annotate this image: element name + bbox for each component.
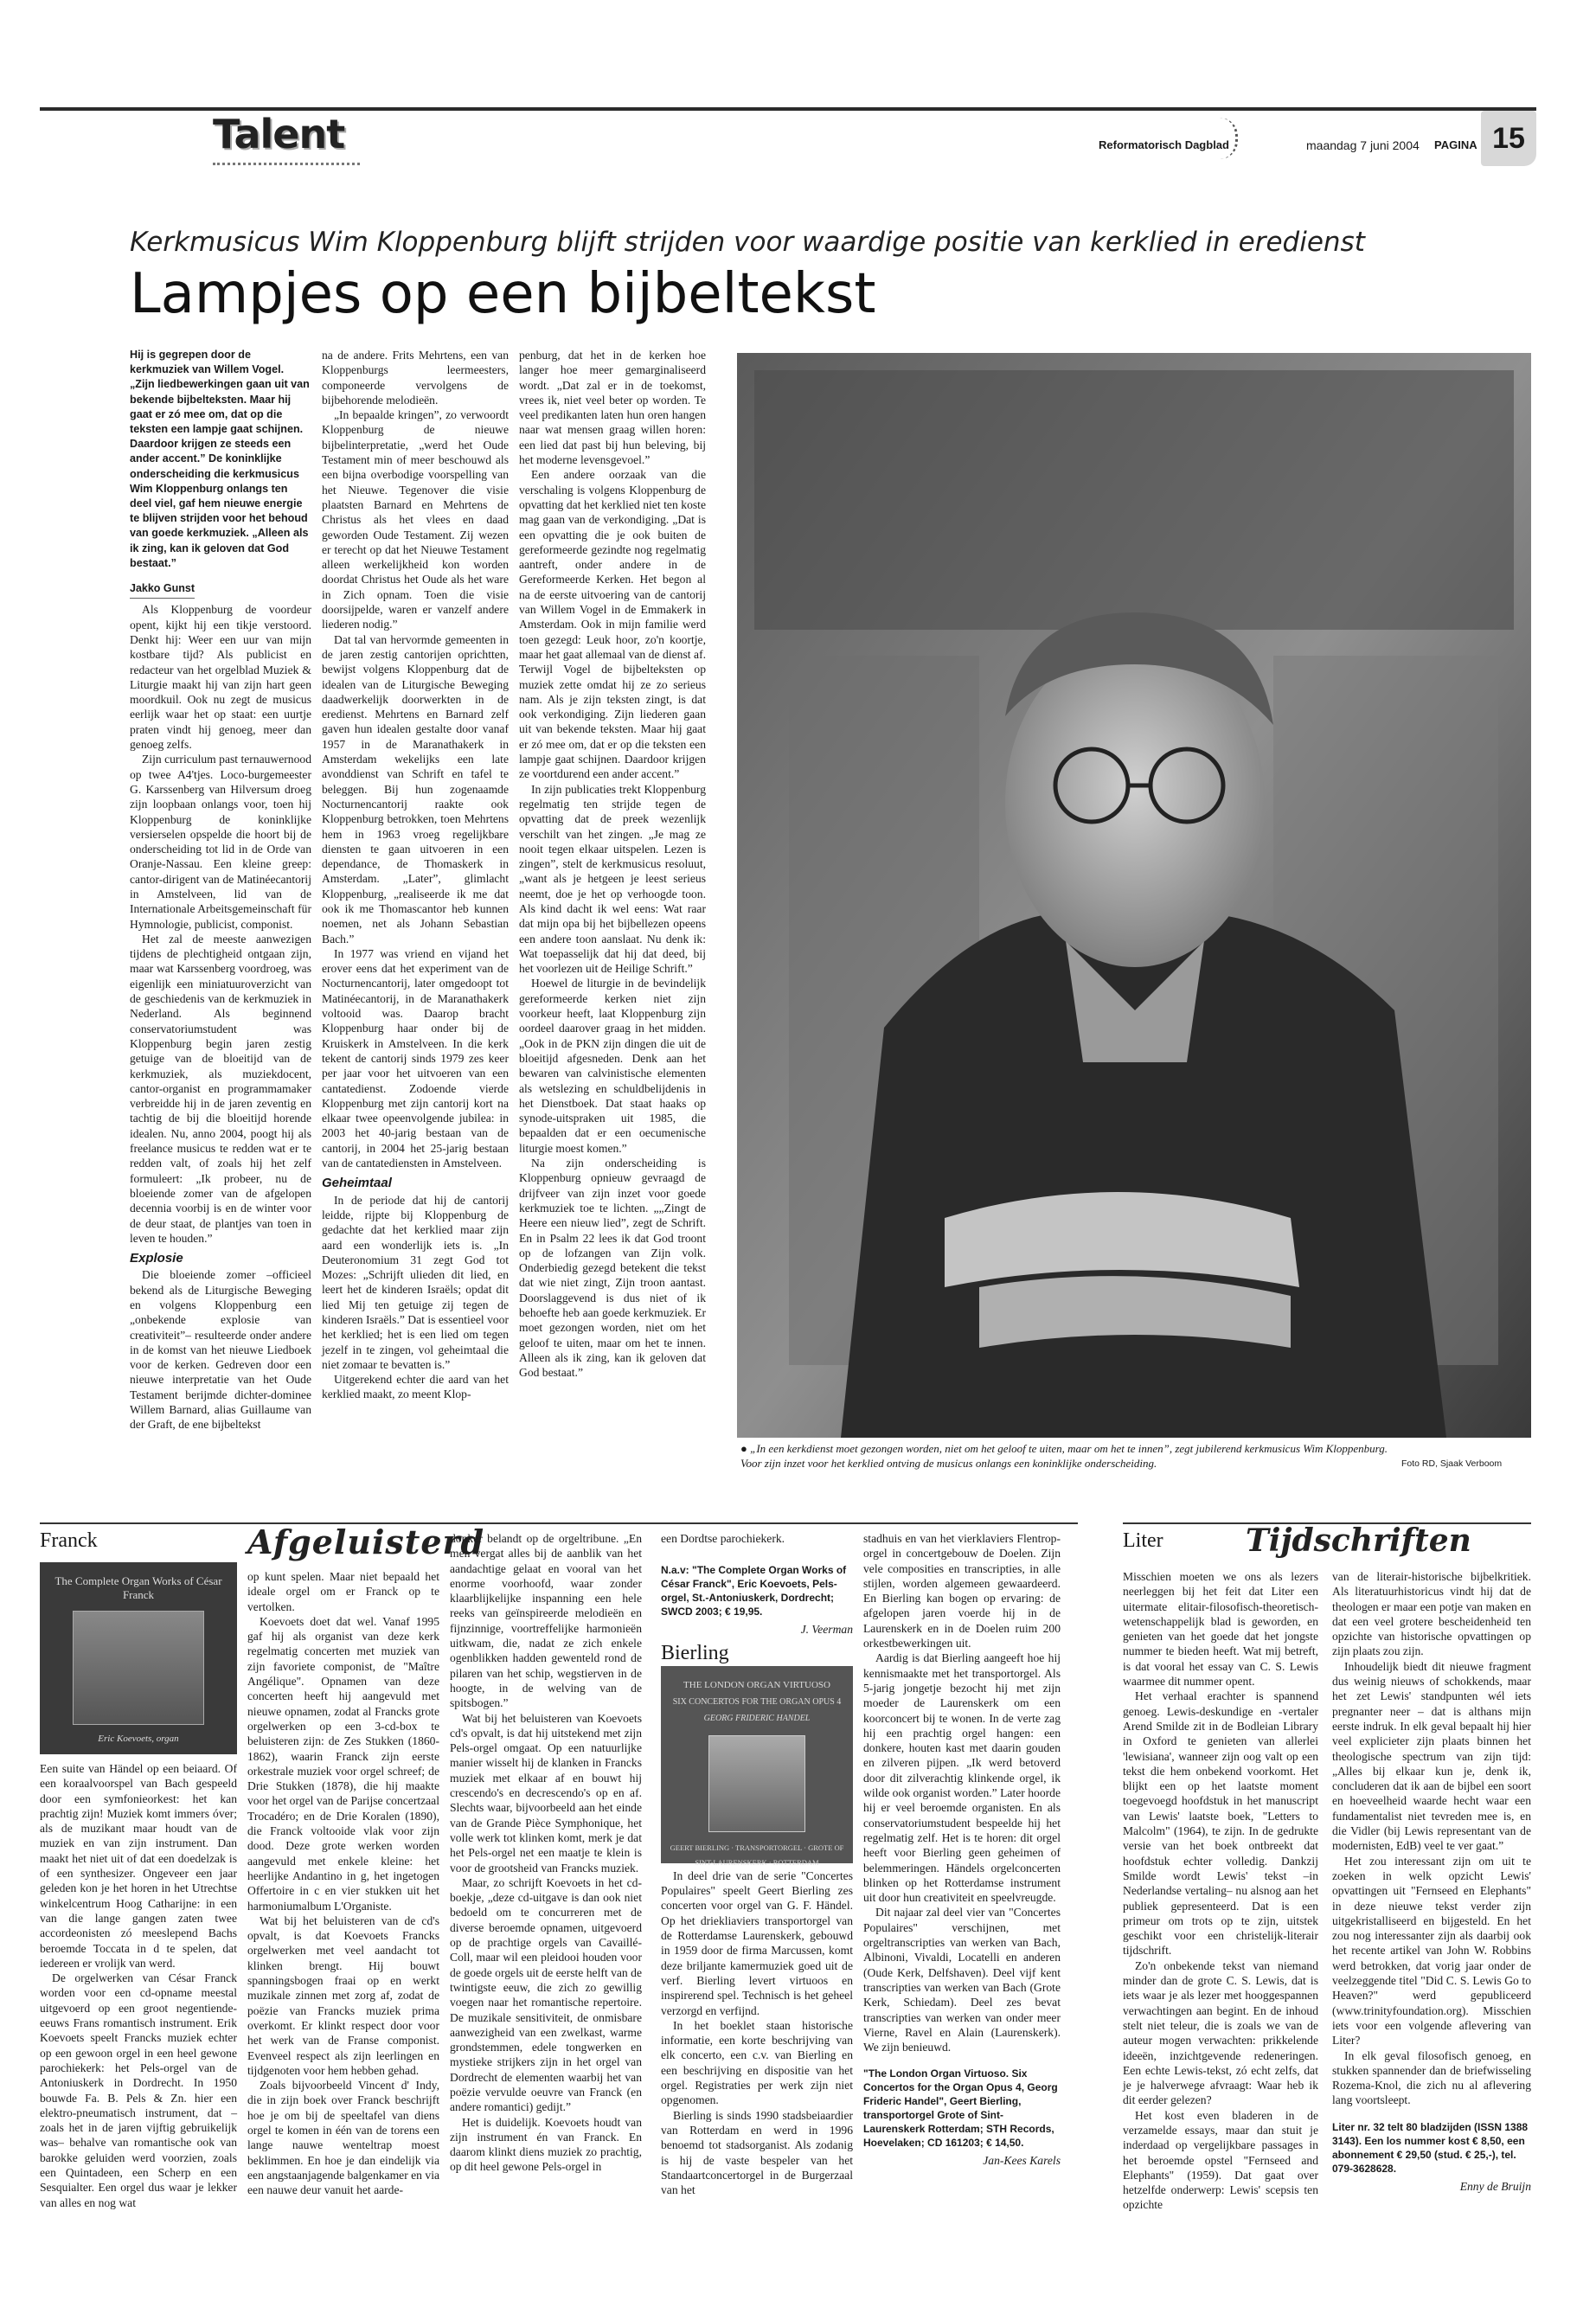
section-label: Talent xyxy=(213,111,345,157)
liter-nav: Liter nr. 32 telt 80 bladzijden (ISSN 1388 3143). Een los nummer kost € 8,50, een abonnement € 29,50 (stud. € 25,-), tel. 079-3628628. xyxy=(1332,2120,1529,2175)
bierling-cd-cover xyxy=(661,1666,853,1868)
paragraph: Zo'n onbekende tekst van niemand minder dan de grote C. S. Lewis, dat is iets waar je als lezer met hooggespannen verwachtingen aan begint. En de inhoud stelt niet teleur, die is zoals we van de auteur mogen verwachten: prikkelende ideeën, inzichtgevende redeneringen. Een echte Lewis-tekst, zó echt zelfs, dat je je halverwege afvraagt: Waar heb ik dit eerder gelezen? xyxy=(1123,1958,1318,2107)
bierling-signature: Jan-Kees Karels xyxy=(983,2154,1061,2168)
paragraph: Misschien moeten we ons als lezers neerleggen bij het feit dat Liter een uitermate elitair-filosofisch-theoretisch-wetenschappelijk blad is geworden, en genieten van het goede dat het jongste nummer te bieden heeft. Wat mij betreft, is dat vooral het essay van C. S. Lewis waarmee dit nummer opent. xyxy=(1123,1570,1318,1689)
photo-caption: ● „In een kerkdienst moet gezongen worden, niet om het geloof te uiten, maar om het te innen”, zegt jubilerend kerkmusicus Wim Kloppenburg. Voor zijn inzet voor het kerklied ontving de musicus onlangs een koninklijke onderscheiding. xyxy=(740,1442,1388,1470)
paragraph: Het verhaal erachter is spannend genoeg. Lewis-deskundige en -vertaler Arend Smilde zit in de Bodleian Library in Oxford te genieten van allerlei 'lewisiana', wanneer zijn oog valt op een tekst die hem onbekend voorkomt. Het blijkt een op het laatste moment toegevoegd hoofdstuk in het manuscript van Lewis' laatste boek, "Letters to Malcolm" (1964), te zijn. In de gedrukte versie van het boek ontbreekt dat hoofdstuk echter volledig. Dankzij Smilde wordt Lewis' tekst –in Nederlandse vertaling– nu alsnog aan het publiek gepresenteerd. Dat is een primeur om trots op te zijn, uitstek geschikt voor een christelijk-literair tijdschrift. xyxy=(1123,1689,1318,1958)
paragraph: In elk geval filosofisch genoeg, en stukken spannender dan de briefwisseling Rozema-Knol, die zich nu al aflevering lang voortsleept. xyxy=(1332,2048,1531,2107)
paragraph: donker belandt op de orgeltribune. „En men vergat alles bij de aanblik van het aandachtige gelaat en vooral van het enorme voorhoofd, waar zonder klaarblijkelijke inspanning een hele reeks van geïnspireerde melodieën en fijnzinnige, voortreffelijke harmonieën uitkwam, die, nadat ze zich enkele ogenblikken hadden gewenteld rond de pilaren van het schip, wegstierven in de hoogte, in de welving van de spitsbogen.” xyxy=(450,1532,642,1710)
lead-paragraph: Hij is gegrepen door de kerkmuziek van Willem Vogel. „Zijn liedbewerkingen gaan uit van bekende bijbelteksten. Maar hij gaat er zó mee om, dat op die teksten een lampje gaat schijnen. Daardoor krijgen ze steeds een ander accent.” De koninklijke onderscheiding die kerkmusicus Wim Kloppenburg onlangs ten deel viel, gaf hem nieuwe energie te blijven strijden voor het behoud van goede kerkmuziek. „Alleen als ik zing, kan ik geloven dat God bestaat.” xyxy=(130,349,310,569)
pagina-label: PAGINA xyxy=(1434,138,1477,151)
paragraph: Koevoets doet dat wel. Vanaf 1995 gaf hij als organist van deze kerk regelmatig concerten met muziek van zijn favoriete componist, de "Maître Angélique". Opnamen van deze concerten heeft hij aangevuld met nieuwe opnamen, zodat al Francks grote orgelwerken op een 3-cd-box te beluisteren zijn: de Zes Stukken (1860-1862), waarin Franck zijn eerste orkestrale muziek voor orgel schreef; de Drie Stukken (1878), die hij maakte voor het orgel van de Parijse concertzaal Trocadéro; en de Drie Koralen (1890), die Franck voltooide vlak voor zijn dood. Deze grote werken worden aangevuld met enkele kleine: het heerlijke Andantino in g, het ingetogen Offertoire in c en vier stukken uit het harmoniumalbum L'Organiste. xyxy=(247,1614,439,1913)
liter-signature: Enny de Bruijn xyxy=(1459,2179,1531,2193)
liter-column-1 xyxy=(1123,1569,1318,2213)
cover-church-image xyxy=(73,1611,204,1725)
franck-column-1 xyxy=(40,1761,237,2210)
paragraph: In de periode dat hij de cantorij leidde, rijpte bij Kloppenburg de gedachte dat het kerklied maar zijn aard een wonderlijk iets is. „In Deuteronomium 31 zegt God tot Mozes: „Schrijft ulieden dit lied, en leert het de kinderen Israëls; opdat dit lied Mij ten getuige zij tegen de kinderen Israëls.” Dat is essentieel voor het kerklied; het is een lied om tegen jezelf in te zingen, vol geheimtaal die niet zomaar te bevatten is.” xyxy=(322,1193,509,1371)
cover-organ-image xyxy=(708,1735,805,1832)
issue-date: maandag 7 juni 2004 xyxy=(1306,138,1420,152)
paragraph: „In bepaalde kringen”, zo verwoordt Kloppenburg de nieuwe bijbelinterpretatie, „werd het Oude Testament min of meer beschouwd als een bijna overbodige voorspelling van het Nieuwe. Tegenover die visie plaatsten Barnard en Mehrtens de Christus als het vlees en daad geworden Oude Testament. Zij wezen er terecht op dat het Nieuwe Testament alleen werkelijkheid kon worden doordat Christus het Oude als het ware in Zich opnam. Toen die visie doorsijpelde, waren er vanzelf andere liederen nodig.” xyxy=(322,408,509,631)
page-number: 15 xyxy=(1481,111,1536,166)
cover-foot: Eric Koevoets, organ xyxy=(98,1734,179,1744)
lower-rule-left xyxy=(40,1522,1078,1524)
paragraph: Wat bij het beluisteren van Koevoets cd's opvalt, is dat hij uitstekend met zijn Pels-orgel omgaat. Op een natuurlijke manier wisselt hij de klanken in Francks muziek met elkaar af en bouwt hij crescendo's en decrescendo's op en af. Slechts waar, bijvoorbeeld aan het einde van de Grande Pièce Symphonique, het volle werk tot klinken komt, merk je dat het Pels-orgel net een maatje te klein is voor de grootsheid van Francks muziek. xyxy=(450,1711,642,1875)
paragraph: In zijn publicaties trekt Kloppenburg regelmatig ten strijde tegen de opvatting dat de preek wezenlijk verschilt van het zingen. „Je mag ze nooit tegen elkaar uitspelen. Lezen is zingen”, stelt de kerkmusicus resoluut, „want als je hetgeen je leest serieus neemt, doe je het op verhoogde toon. Als kind dacht ik wel eens: Wat raar dat mijn opa bij het bijbellezen opeens een andere toon aanslaat. Nu denk ik: Wat toepasselijk dat hij dat deed, bij het voorlezen uit de Heilige Schrift.” xyxy=(519,782,706,976)
article-column-2 xyxy=(322,348,509,1402)
tijdschriften-label: Tijdschriften xyxy=(1246,1522,1471,1559)
paragraph: Het kost even bladeren in de verzamelde essays, maar dan stuit je inderdaad op vergelijkbare passages in het beroemde opstel "Fernseed and Elephants" (1959). Dat gaat over hetzelfde onderwerp: Lewis' scepsis ten opzichte xyxy=(1123,2108,1318,2212)
paragraph: Na zijn onderscheiding is Kloppenburg opnieuw gevraagd de drijfveer van zijn inzet voor goede kerkmuziek toe te lichten. „„Zingt de Heere een nieuw lied”, zegt de Schrift. En in Psalm 22 lees ik dat God troont op de lofzangen van Zijn volk. Onderbiedig gezegd betekent die tekst dat wie niet zingt, Zijn troon aantast. Doorslaggevend is dus niet of ik behoefte heb aan goede kerkmuziek. Er moet gezongen worden, niet om het geloof te uiten, maar om het te innen. Alleen als ik zing, kan ik geloven dat God bestaat.” xyxy=(519,1157,706,1380)
liter-title: Liter xyxy=(1123,1529,1163,1552)
paragraph: Bierling is sinds 1990 stadsbeiaardier van Rotterdam en werd in 1996 benoemd tot stadsorganist. Als zodanig is hij de vaste bespeler van het Standaartconcertorgel in de Burgerzaal van het xyxy=(661,2108,853,2197)
subhead-geheimtaal: Geheimtaal xyxy=(322,1176,392,1191)
paragraph: Het zou interessant zijn om uit te zoeken in welk opzicht Lewis' opvattingen uit "Fernseed en Elephants" in deze nieuwe tekst verder zijn uitgekristalliseerd en bijgesteld. En het zou nog interessanter zijn als daarbij ook het recente artikel van John W. Robbins werd betrokken, dat vorig jaar onder de veelzeggende titel "Did C. S. Lewis Go to Heaven?" werd gepubliceerd (www.trinityfoundation.org). Misschien iets voor een volgende aflevering van Liter? xyxy=(1332,1854,1531,2048)
paragraph: Maar, zo schrijft Koevoets in het cd-boekje, „deze cd-uitgave is dan ook niet bedoeld om te concurreren met de diverse beroemde opnamen, uitgevoerd op de prachtige orgels van Cavaillé-Coll, maar wil een pleidooi houden voor de goede orgels uit de eerste helft van de twintigste eeuw, die zich zo gewillig voegen naar het romantische repertoire. De muzikale sensitiviteit, de onmisbare aanwezigheid van een zwelkast, warme grondstemmen, edele tongwerken en mystieke strijkers zijn in het orgel van Dordrecht de elementen waarbij het van poëzie vervulde oeuvre van Franck (en andere romantici) gedijt.” xyxy=(450,1875,642,2114)
paragraph: Een andere oorzaak van die verschaling is volgens Kloppenburg de opvatting dat het kerklied niet ten koste mag gaan van de verkondiging. „Dat is een opvatting die je ook buiten de gereformeerde gezindte nog regelmatig aantreft, onder andere in de Gereformeerde Kerken. Het begon al na de eerste uitvoering van de cantorij van Willem Vogel in de Emmakerk in Amsterdam. Ook in mijn familie werd toen gezegd: Leuk hoor, zo'n koortje, maar het gaat allemaal van de dienst af. Terwijl Vogel de bijbelteksten op muziek zette omdat hij ze zo serieus nam. Als je zijn teksten zingt, is dat ook verkondiging. Zijn liederen gaan uit van bekende teksten. Maar hij gaat er zó mee om, dat er op die teksten een lampje gaat schijnen. Daardoor krijgen ze voortdurend een ander accent.” xyxy=(519,468,706,781)
cover-line-2: SIX CONCERTOS FOR THE ORGAN OPUS 4 xyxy=(672,1697,842,1708)
portrait-photo xyxy=(737,353,1531,1438)
franck-column-2 xyxy=(247,1569,439,2197)
franck-nav: N.a.v: "The Complete Organ Works of César Franck", Eric Koevoets, Pels-orgel, St.-Antoniuskerk, Dordrecht; SWCD 2003; € 19,95. xyxy=(661,1564,847,1618)
paragraph: Wat bij het beluisteren van de cd's opvalt, is dat Koevoets Francks orgelwerken met veel aandacht tot klinken brengt. Hij bouwt spanningsbogen fraai op en werkt muzikale zinnen met zorg af, zodat de poëzie van Francks muziek prima overkomt. Er klinkt respect door voor het werk van de Franse componist. Evenveel respect als zijn leerlingen en tijdgenoten voor hem hebben gehad. xyxy=(247,1913,439,2077)
paragraph: Hoewel de liturgie in de bevindelijk gereformeerde kerken niet zijn voorkeur heeft, laat Kloppenburg zijn oordeel daarover graag in het midden. „Ook in de PKN zijn dingen die uit de bloeitijd afgesneden. Denk aan het bewaren van calvinistische elementen als wetslezing en schuldbelijdenis in het Dienstboek. Dat staat haaks op synode-uitspraken uit 1985, die bepaalden dat er een oecumenische liturgie moest komen.” xyxy=(519,977,706,1155)
paragraph: stadhuis en van het vierklaviers Flentrop-orgel in concertgebouw de Doelen. Zijn vele composities en transcripties, in alle stijlen, worden algemeen gewaardeerd. En Bierling kan bogen op ervaring: de afgelopen jaren voerde hij in de Laurenskerk en in de Doelen ruim 200 orkestbewerkingen uit. xyxy=(863,1532,1061,1650)
paragraph: een Dordtse parochiekerk. xyxy=(661,1532,785,1545)
bierling-nav: "The London Organ Virtuoso. Six Concertos for the Organ Opus 4, Georg Frideric Handel", Geert Bierling, transportorgel Grote of Sint-Laurenskerk Rotterdam; STH Records, Hoevelaken; CD 161203; € 14,50. xyxy=(863,2067,1058,2150)
paragraph: In deel drie van de serie "Concertes Populaires" speelt Geert Bierling zes concerten voor orgel van G. F. Händel. Op het driekliaviers transportorgel van de Rotterdamse Laurenskerk, gebouwd in 1959 door de firma Marcussen, komt deze briljante kamermuziek goed uit de verf. Bierling levert virtuoos en inspirerend spel. Technisch is het geheel verzorgd en verfijnd. xyxy=(661,1868,853,2017)
subhead-explosie: Explosie xyxy=(130,1251,183,1266)
paragraph: Inhoudelijk biedt dit nieuwe fragment dus weinig nieuws of schokkends, maar het zet Lewis' standpunten wél iets pregnanter neer – dat is althans mijn eerste indruk. In elk geval bepaalt hij hier veel explicieter zijn plaats binnen het theologische spectrum van zijn tijd: „Alles bij elkaar kun je, denk ik, concluderen dat ik aan de bijbel een soort en hoeveelheid waarde hecht waar een fundamentalist niet tevreden mee is, en die Vidler (bij Lewis representant van de modernisten, EdB) veel te ver gaat.” xyxy=(1332,1659,1531,1853)
paragraph: Zijn curriculum past ternauwernood op twee A4'tjes. Loco-burgemeester G. Karssenberg van Hilversum droeg zijn loopbaan onlangs voor, toen hij Kloppenburg de koninklijke versierselen opspelde die hoort bij de onderscheiding tot lid in de Orde van Oranje-Nassau. Een kleine greep: cantor-dirigent van de Matinéecantorij in Amstelveen, lid van de Internationale Arbeitsgemeinschaft für Hymnologie, publicist, componist. xyxy=(130,753,311,931)
paragraph: Een suite van Händel op een beiaard. Of een koraalvoorspel van Bach gespeeld door een symfonieorkest: het kan prachtig zijn! Muziek komt immers óver; als de muzikant maar houdt van de muziek en van zijn instrument. Dan maakt het niet uit of dat een doedelzak is of een synthesizer. Ongeveer een jaar geleden kon je het horen in het Utrechtse winkelcentrum Hoog Catharijne: in een van die lange gangen zaten twee accordeonisten zó meeslepend Bachs beroemde Toccata in d te spelen, dat iedereen er vrolijk van werd. xyxy=(40,1762,237,1970)
franck-title: Franck xyxy=(40,1529,98,1552)
cover-line-3: GEORG FRIDERIC HANDEL xyxy=(703,1714,811,1724)
bierling-column-2 xyxy=(863,1531,1061,2169)
section-label-dots xyxy=(213,163,360,170)
paragraph: na de andere. Frits Mehrtens, een van Kloppenburgs leermeesters, componeerde vervolgens de bijbehorende melodieën. xyxy=(322,349,509,407)
paragraph: In het boeklet staan historische informatie, een korte beschrijving van elk concerto, een c.v. van Bierling en een beschrijving en dispositie van het orgel. Registraties per werk zijn niet opgenomen. xyxy=(661,2018,853,2107)
bierling-title: Bierling xyxy=(661,1641,729,1664)
cover-line-1: THE LONDON ORGAN VIRTUOSO xyxy=(683,1679,830,1690)
paragraph: Die bloeiende zomer –officieel bekend als de Liturgische Beweging en volgens Kloppenburg een „onbekende explosie van creativiteit”– resulteerde onder andere in de komst van het nieuwe Liedboek voor de kerken. Gedreven door een nieuwe interpretatie van het Oude Testament berijmde dichter-dominee Willem Barnard, alias Guillaume van der Graft, de ene bijbeltekst xyxy=(130,1268,311,1432)
franck-cd-cover xyxy=(40,1562,237,1754)
author: Jakko Gunst xyxy=(130,581,195,599)
headline: Lampjes op een bijbeltekst xyxy=(130,262,876,326)
photo-credit: Foto RD, Sjaak Verboom xyxy=(1401,1458,1503,1469)
liter-column-2 xyxy=(1332,1569,1531,2194)
franck-column-3 xyxy=(450,1531,642,2175)
paragraph: Het is duidelijk. Koevoets houdt van zijn instrument én van Franck. En daarom klinkt diens muziek zo prachtig, op dit heel gewone Pels-orgel in xyxy=(450,2115,642,2174)
kicker: Kerkmusicus Wim Kloppenburg blijft strijden voor waardige positie van kerklied in eredienst xyxy=(130,227,1365,258)
cover-foot: GEERT BIERLING · TRANSPORTORGEL · GROTE OF SINT-LAURENSKERK · ROTTERDAM xyxy=(670,1843,844,1868)
paragraph: Dit najaar zal deel vier van "Concertes Populaires" verschijnen, met orgeltranscripties van werken van Bach, Albinoni, Vivaldi, Locatelli en anderen (Oude Kerk, Delfshaven). Deel vijf kent transcripties van werken van Bach (Grote Kerk, Schiedam). Deel zes bevat transcripties van werken van onder meer Vierne, Ravel en Alain (Laurenskerk). We zijn benieuwd. xyxy=(863,1906,1061,2054)
portrait-photo-illustration xyxy=(737,353,1531,1438)
franck-column-4 xyxy=(661,1531,853,2197)
paper-name: Reformatorisch Dagblad xyxy=(1099,138,1229,151)
paragraph: op kunt spelen. Maar niet bepaald het ideale orgel om er Franck op te vertolken. xyxy=(247,1570,439,1613)
article-column-3 xyxy=(519,348,706,1380)
paragraph: penburg, dat het in de kerken hoe langer hoe meer gemarginaliseerd wordt. „Dat zal er in de toekomst, vrees ik, niet veel beter op worden. Te veel predikanten laten hun oren hangen naar wat mensen graag willen horen: een lied dat past bij hun beleving, bij het moderne levensgevoel.” xyxy=(519,349,706,467)
article-column-1 xyxy=(130,348,311,1433)
paragraph: In 1977 was vriend en vijand het erover eens dat het experiment van de Nocturnencantorij, later omgedoopt tot Matinéecantorij, in de Maranathakerk voltooid was. Daarop bracht Kloppenburg haar onder bij de Kruiskerk in Amstelveen. In die kerk tekent de cantorij sinds 1979 zes keer per jaar voor het uitvoeren van een cantatedienst. Zodoende vierde Kloppenburg met zijn cantorij kort na elkaar twee opeenvolgende jubilea: in 2003 het 40-jarig bestaan van de cantorij, in 2004 het 25-jarig bestaan van de cantatediensten in Amstelveen. xyxy=(322,946,509,1170)
paragraph: Zoals bijvoorbeeld Vincent d' Indy, die in zijn boek over Franck beschrijft hoe je om bij de speeltafel van diens orgel te komen in één van de torens een lange nauwe wenteltrap moest beklimmen. En hoe je dan eindelijk via een angstaanjagende balgenkamer en via een nauwe deur vanuit het aarde- xyxy=(247,2079,439,2197)
paragraph: Het zal de meeste aanwezigen tijdens de plechtigheid ontgaan zijn, maar wat Karssenberg voordroeg, was eigenlijk een miniatuuroverzicht van de geschiedenis van de kerkmuziek in Nederland. Als beginnend conservatoriumstudent was Kloppenburg begin jaren zestig getuige van de bloeitijd van de kerkmuziek, als muziekdocent, cantor-organist en programmamaker verbreidde hij in de jaren zeventig en tachtig de bij die bloeitijd horende idealen. Nu, anno 2004, poogt hij als freelance musicus te redden wat er te redden valt, of zoals hij het zelf formuleert: „Ik probeer, nu de bloeiende zomer van de afgelopen decennia voorbij is en de winter voor de deur staat, de plantjes van toen in leven te houden.” xyxy=(130,932,311,1245)
paragraph: Als Kloppenburg de voordeur opent, kijkt hij een tikje verstoord. Denkt hij: Weer een uur van mijn kostbare tijd? Als publicist en redacteur van het orgelblad Muziek & Liturgie maakt hij van zijn hart geen moordkuil. Ook nu zegt de musicus eerlijk waar het op staat: een uurtje praten vindt hij genoeg, meer dan genoeg zelfs. xyxy=(130,603,311,752)
franck-signature: J. Veerman xyxy=(800,1623,853,1637)
paragraph: Aardig is dat Bierling aangeeft hoe hij kennismaakte met het transportorgel. Als 5-jarig jongetje bezocht hij met zijn moeder de Laurenskerk om een koorconcert bij te wonen. In de verte zag hij een prachtig orgel hangen: een donkere, houten kast met daarin gouden en zilveren pijpen. „Ik werd betoverd door dit zilverachtig klinkende orgel, ik wilde ook organist worden.” Later hoorde hij er veel beroemde organisten. En als conservatoriumstudent bespeelde hij het regelmatig zelf. Het is te horen: dit orgel heeft voor Bierling geen geheimen of belemmeringen. Händels orgelconcerten blinken op het Rotterdamse instrument uit door hun creativiteit en speelvreugde. xyxy=(863,1651,1061,1905)
paragraph: De orgelwerken van César Franck worden voor een cd-opname meestal uitgevoerd op een groot negentiende-eeuws Frans romantisch instrument. Erik Koevoets speelt Francks muziek echter op een gewoon orgel in een heel gewone parochiekerk: het Pels-orgel van de Antoniuskerk in Dordrecht. In 1950 bouwde Fa. B. Pels & Zn. hier een elektro-pneumatisch instrument, dat –zoals het in de jaren vijftig gebruikelijk was– behalve van romantische ook van barokke geluiden werd voorzien, zoals een Quintadeen, een Scherp en een Sesquialter. Een orgel dus waar je lekker van alles en nog wat xyxy=(40,1971,237,2209)
paragraph: Dat tal van hervormde gemeenten in de jaren zestig cantorijen oprichtten, bewijst volgens Kloppenburg dat de idealen van de Liturgische Beweging daadwerkelijk doorwerkten in de eredienst. Mehrtens en Barnard zelf gaven hun idealen gestalte door vanaf 1957 in de Maranathakerk in Amsterdam wekelijks een late avonddienst van Schrift en tafel te beleggen. Bij hun zogenaamde Nocturnencantorij raakte ook Kloppenburg betrokken, toen Mehrtens hem in 1963 vroeg regelijkbare diensten te gaan uitvoeren in een dependance, de Thomaskerk in Amsterdam. „Later”, glimlacht Kloppenburg, „realiseerde ik me dat ook ik me Thomascantor heb kunnen noemen, net als Johann Sebastian Bach.” xyxy=(322,632,509,945)
paragraph: van de literair-historische bijbelkritiek. Als literatuurhistoricus vindt hij dat de theologen er maar een potje van maken en dat een veel grotere bescheidenheid ten opzichte van historische opvattingen op zijn plaats zou zijn. xyxy=(1332,1570,1531,1658)
paragraph: Uitgerekend echter die aard van het kerklied maakt, zo meent Klop- xyxy=(322,1373,509,1401)
paper-logo-icon xyxy=(1220,118,1238,159)
cover-title: The Complete Organ Works of César Franck xyxy=(54,1574,222,1601)
afgeluisterd-label: Afgeluisterd xyxy=(247,1522,485,1561)
